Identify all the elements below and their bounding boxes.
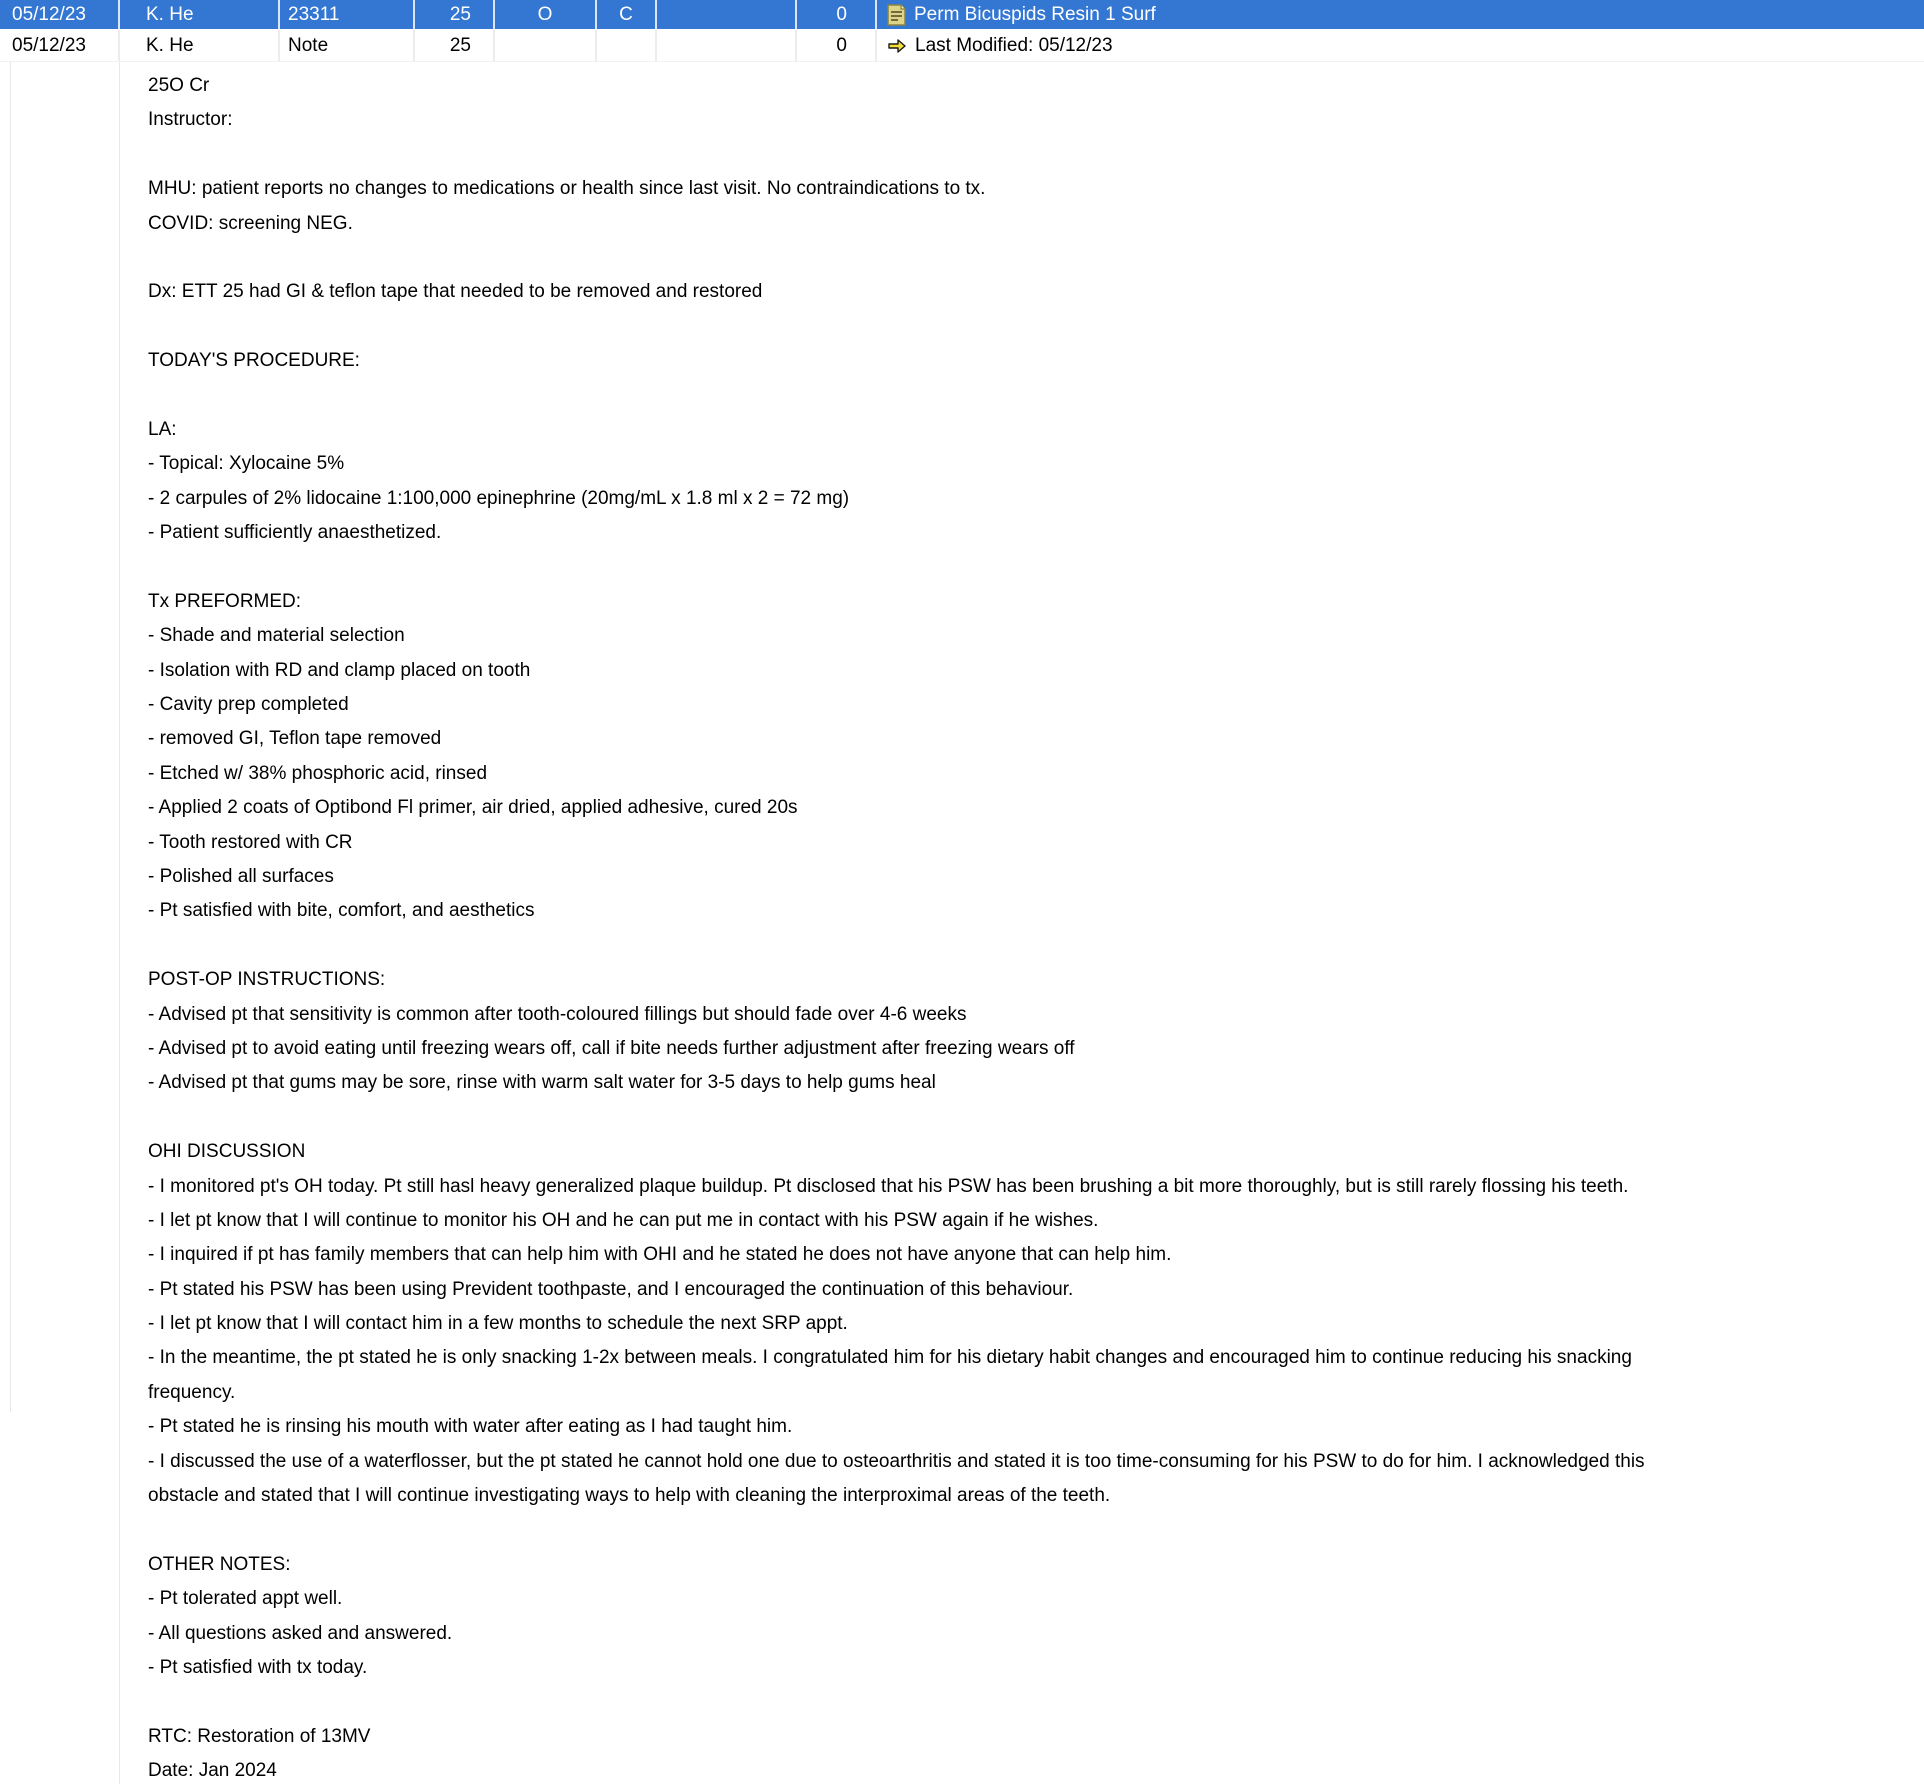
cell-code: Note (280, 30, 415, 61)
cell-blank (657, 30, 797, 61)
note-line: - Advised pt that sensitivity is common after tooth-coloured fillings but should fade over 4-6 weeks (148, 1003, 967, 1025)
note-line: Instructor: (148, 109, 233, 131)
note-line: LA: (148, 418, 177, 440)
cell-provider: K. He (120, 30, 280, 61)
note-line: - removed GI, Teflon tape removed (148, 728, 442, 750)
note-line (148, 310, 1924, 344)
note-line (148, 1513, 1924, 1547)
note-line: - I let pt know that I will contact him in a few months to schedule the next SRP appt. (148, 1313, 848, 1335)
note-line (148, 138, 1924, 172)
note-line: MHU: patient reports no changes to medications or health since last visit. No contraindications to tx. (148, 178, 986, 200)
grid-vline-note (119, 62, 120, 1784)
procedure-row-selected[interactable] (0, 0, 1924, 30)
note-line: Tx PREFORMED: (148, 590, 302, 612)
note-line: - Cavity prep completed (148, 694, 349, 716)
note-line: - All questions asked and answered. (148, 1622, 453, 1644)
note-line: - Applied 2 coats of Optibond Fl primer, air dried, applied adhesive, cured 20s (148, 797, 798, 819)
procedure-description: Perm Bicuspids Resin 1 Surf (914, 3, 1156, 25)
note-line: - I let pt know that I will continue to monitor his OH and he can put me in contact with his PSW again if he wishes. (148, 1209, 1099, 1231)
note-line: frequency. (148, 1381, 236, 1403)
note-line: 25O Cr (148, 75, 210, 96)
note-line: - Shade and material selection (148, 625, 405, 647)
cell-tooth: 25 (415, 0, 495, 29)
last-modified-label: Last Modified: 05/12/23 (915, 34, 1113, 56)
note-line: - Polished all surfaces (148, 865, 334, 887)
cell-code: 23311 (280, 0, 415, 29)
note-line: - Topical: Xylocaine 5% (148, 453, 345, 475)
note-line: - Pt stated his PSW has been using Prevident toothpaste, and I encouraged the continuation of this behaviour. (148, 1278, 1074, 1300)
note-document-icon (887, 4, 906, 26)
note-line: - Tooth restored with CR (148, 831, 353, 853)
note-line (148, 929, 1924, 963)
note-line: OHI DISCUSSION (148, 1141, 306, 1163)
note-line: Dx: ETT 25 had GI & teflon tape that needed to be removed and restored (148, 281, 763, 303)
note-line: obstacle and stated that I will continue investigating ways to help with cleaning the interproximal areas of the teeth. (148, 1485, 1111, 1507)
note-line: - In the meantime, the pt stated he is only snacking 1-2x between meals. I congratulated him for his dietary habit changes and encouraged him to continue reducing his snacking (148, 1347, 1632, 1369)
note-line: - I discussed the use of a waterflosser, but the pt stated he cannot hold one due to osteoarthritis and stated it is too time-consuming for his PSW to do for him. I acknowledged this (148, 1450, 1645, 1472)
cell-blank (657, 0, 797, 29)
note-line: - Pt satisfied with tx today. (148, 1656, 368, 1678)
note-line (148, 1101, 1924, 1135)
note-line: - 2 carpules of 2% lidocaine 1:100,000 epinephrine (20mg/mL x 1.8 ml x 2 = 72 mg) (148, 487, 850, 509)
note-body (148, 63, 1924, 1784)
cell-tooth: 25 (415, 30, 495, 61)
grid-vline-left (10, 62, 11, 1412)
note-row[interactable] (0, 30, 1924, 62)
cell-status: C (597, 0, 657, 29)
note-line: RTC: Restoration of 13MV (148, 1725, 371, 1747)
cell-amount: 0 (797, 30, 877, 61)
note-line: - Isolation with RD and clamp placed on tooth (148, 659, 531, 681)
note-line: - Etched w/ 38% phosphoric acid, rinsed (148, 762, 488, 784)
note-line (148, 379, 1924, 413)
note-line: POST-OP INSTRUCTIONS: (148, 969, 386, 991)
note-line: - Pt tolerated appt well. (148, 1588, 343, 1610)
note-line: Date: Jan 2024 (148, 1760, 277, 1782)
cell-description (877, 30, 1924, 61)
note-line: - Pt satisfied with bite, comfort, and aesthetics (148, 900, 535, 922)
note-line (148, 241, 1924, 275)
note-line: OTHER NOTES: (148, 1553, 291, 1575)
cell-surface (495, 30, 597, 61)
cell-status (597, 30, 657, 61)
note-line: - Advised pt that gums may be sore, rinse with warm salt water for 3-5 days to help gums heal (148, 1072, 936, 1094)
cell-description (877, 0, 1924, 29)
note-line: TODAY'S PROCEDURE: (148, 350, 360, 372)
cell-amount: 0 (797, 0, 877, 29)
cell-date: 05/12/23 (0, 0, 120, 29)
cell-date: 05/12/23 (0, 30, 120, 61)
cell-surface: O (495, 0, 597, 29)
note-line: - I monitored pt's OH today. Pt still hasl heavy generalized plaque buildup. Pt disclosed that his PSW has been brushing a bit more thoroughly, but is still rarely flossing his teeth. (148, 1175, 1629, 1197)
note-line (148, 550, 1924, 584)
note-line: - Pt stated he is rinsing his mouth with water after eating as I had taught him. (148, 1416, 793, 1438)
note-line (148, 1685, 1924, 1719)
note-line: - Patient sufficiently anaesthetized. (148, 522, 442, 544)
note-line: COVID: screening NEG. (148, 212, 353, 234)
note-line: - I inquired if pt has family members that can help him with OHI and he stated he does not have anyone that can help him. (148, 1244, 1172, 1266)
note-line: - Advised pt to avoid eating until freezing wears off, call if bite needs further adjustment after freezing wears off (148, 1037, 1075, 1059)
arrow-right-icon (887, 38, 907, 54)
cell-provider: K. He (120, 0, 280, 29)
